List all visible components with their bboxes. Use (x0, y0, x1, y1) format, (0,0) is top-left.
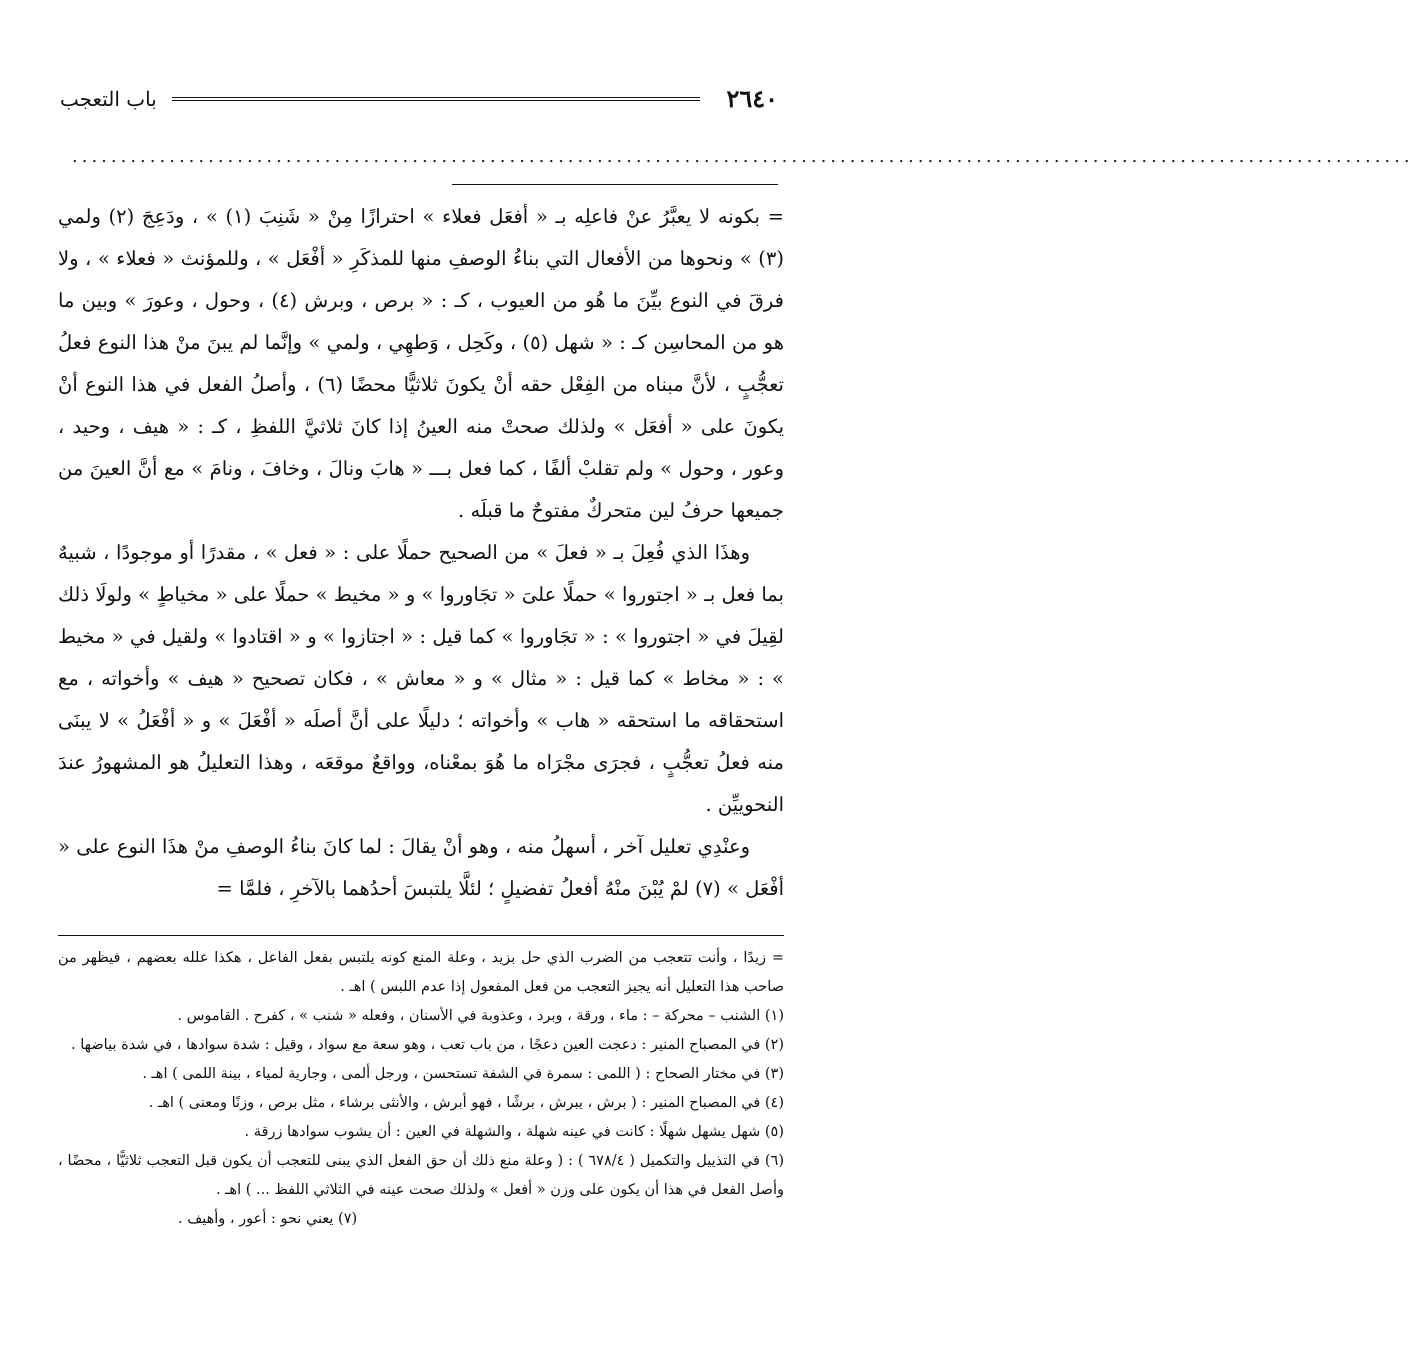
dotted-separator: .......................................................................................................................................... (72, 146, 1414, 167)
main-text (58, 196, 784, 910)
page-number: ٢٦٤٠ (726, 84, 778, 113)
footnote-5: (٥) شهل يشهل شهلًا : كانت في عينه شهلة ، والشهلة في العين : أن يشوب سوادها زرقة . (244, 1124, 784, 1140)
footnote-4: (٤) في المصباح المنير : ( برش ، يبرش ، برشًا ، فهو أبرش ، والأنثى برشاء ، مثل برص ، وزنًا ومعنى ) اهـ . (148, 1095, 784, 1111)
top-short-rule (452, 184, 778, 185)
footnote-continued: = زيدًا ، وأنت تتعجب من الضرب الذي حل بزيد ، وعلة المنع كونه يلتبس بفعل الفاعل ، هكذا علله بعضهم ، فيظهر من صاحب هذا التعليل أنه يجيز التعجب من فعل المفعول إذا عدم اللبس ) اهـ . (58, 950, 784, 995)
header-rule (172, 97, 700, 101)
page-header (60, 84, 778, 114)
footnote-7-line (58, 1205, 784, 1234)
footnote-3: (٣) في مختار الصحاح : ( اللمى : سمرة في الشفة تستحسن ، ورجل ألمى ، وجارية لمياء ، بينة اللمى ) اهـ . (142, 1066, 784, 1082)
footnote-1: (١) الشنب – محركة – : ماء ، ورقة ، وبرد ، وعذوبة في الأسنان ، وفعله « شنب » ، كفرح . القاموس . (177, 1008, 784, 1024)
paragraph-3: وعنْدِي تعليل آخر ، أسهلُ منه ، وهو أنْ يقالَ : لما كانَ بناءُ الوصفِ منْ هذَا النوع على « أفْعَل » (٧) لمْ يُبْنَ منْهُ أفعلُ تفضيلٍ ؛ لئلَّا يلتبسَ أحدُهما بالآخرِ ، فلمَّا = (58, 835, 784, 900)
footnotes (58, 944, 784, 1234)
footnote-2: (٢) في المصباح المنير : دعجت العين دعجًا ، من باب تعب ، وهو سعة مع سواد ، وقيل : شدة سوادها ، في شدة بياضها . (71, 1037, 784, 1053)
footnote-separator (58, 935, 784, 936)
chapter-title: باب التعجب (60, 87, 157, 111)
paragraph-2: وهذَا الذي فُعِلَ بـ « فعلَ » من الصحيح حملًا على : « فعل » ، مقدرًا أو موجودًا ، شبيهٌ بما فعل بـ « اجتوروا » حملًا علىَ « تجَاوروا » و « مخيط » حملًا على « مخياطٍ » ولولَا ذلك لقِيلَ في « اجتوروا » : « تجَاوروا » كما قيل : « اجتازوا » و « اقتادوا » ولقيل في « مخيط » : « مخاط » كما قيل : « مثال » و « معاش » ، فكان تصحيح « هيف » وأخواته ، مع استحقاقه ما استحقه « هاب » وأخواته ؛ دليلًا على أنَّ أصلَه « أفْعَلَ » و « أفْعَلُ » لا يبنَى منه فعلُ تعجُّبٍ ، فجرَى مجْرَاه ما هُوَ بمعْناه، وواقعٌ موقعَه ، وهذا التعليلُ هو المشهورُ عندَ النحوييِّن . (58, 541, 784, 816)
footnote-7: (٧) يعني نحو : أعور ، وأهيف . (178, 1211, 358, 1227)
footnote-6: (٦) في التذييل والتكميل ( ٦٧٨/٤ ) : ( وعلة منع ذلك أن حق الفعل الذي يبنى للتعجب أن يكون قبل التعجب ثلاثيًّا ، محضًا ، وأصل الفعل في هذا أن يكون على وزن « أفعل » ولذلك صحت عينه في الثلاثي اللفظ ... ) اهـ . (58, 1153, 784, 1198)
paragraph-1: = بكونه لا يعبَّرُ عنْ فاعلِه بـ « أفعَل فعلاء » احترازًا مِنْ « شَنِبَ (١) » ، ودَعِجَ (٢) ولمي (٣) » ونحوها من الأفعال التي بناءُ الوصفِ منها للمذكَرِ « أفْعَل » ، وللمؤنث « فعلاء » ، ولا فرقَ في النوع بيِّنَ ما هُو من العيوب ، كـ : « برص ، وبرش (٤) ، وحول ، وعورَ » وبين ما هو من المحاسِن كـ : « شهل (٥) ، وكَحِل ، وَطهِي ، ولمي » وإنَّما لم يبنَ منْ هذا النوع فعلُ تعجُّبٍ ، لأنَّ مبناه من الفِعْل حقه أنْ يكونَ ثلاثيًّا محضًا (٦) ، وأصلُ الفعل في هذا النوع أنْ يكونَ على « أفعَل » ولذلك صحتْ منه العينُ إذا كانَ ثلاثيَّ اللفظِ ، كـ : « هيف ، وحيد ، وعور ، وحول » ولم تقلبْ ألفًا ، كما فعل بـــ « هابَ ونالَ ، وخافَ ، ونامَ » مع أنَّ العينَ من جميعها حرفُ لين متحركٌ مفتوحٌ ما قبلَه . (58, 205, 784, 522)
